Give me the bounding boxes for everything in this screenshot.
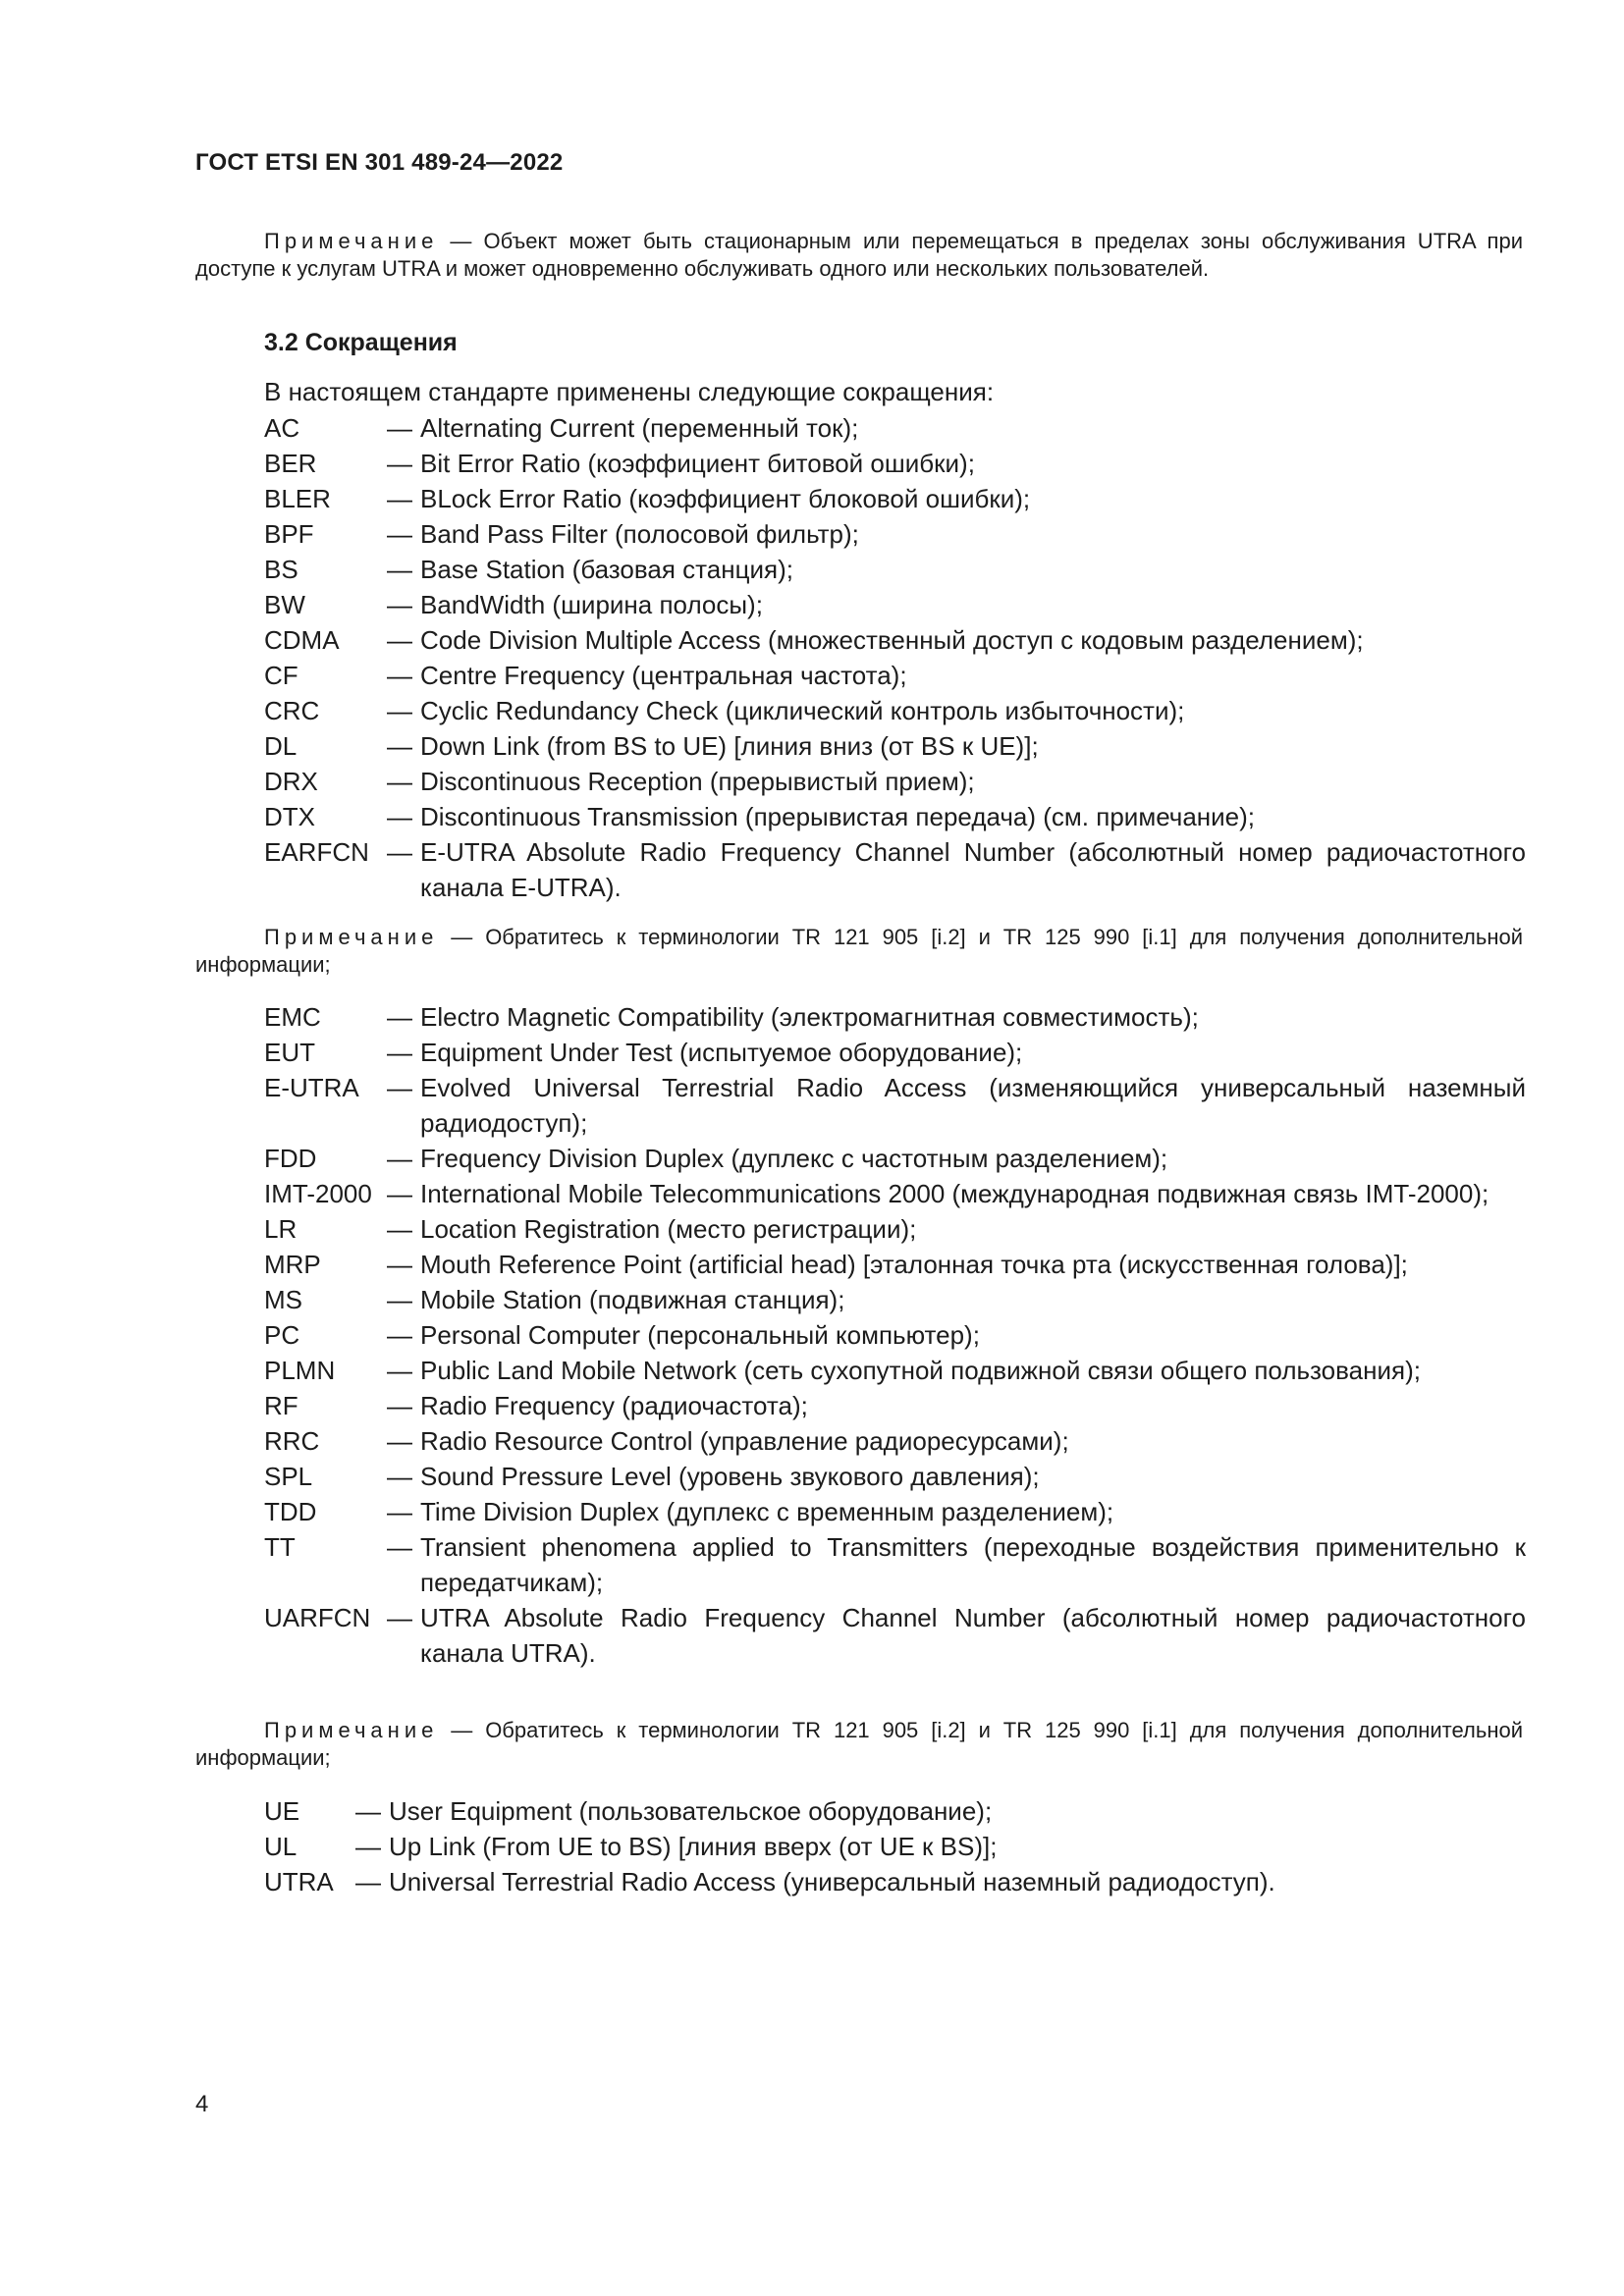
document-header: ГОСТ ETSI EN 301 489-24—2022: [195, 149, 564, 176]
abbreviation-term: RRC: [264, 1426, 320, 1456]
abbreviation-row: [264, 1529, 1526, 1600]
abbreviation-row: [264, 1864, 1526, 1899]
abbreviation-row: [264, 1829, 1526, 1864]
abbreviation-term: UTRA: [264, 1867, 334, 1896]
abbreviation-definition: BandWidth (ширина полосы);: [420, 590, 763, 619]
abbreviation-dash: —: [387, 1603, 412, 1632]
abbreviation-row: [264, 1353, 1526, 1388]
abbreviation-definition: Bit Error Ratio (коэффициент битовой ошибки);: [420, 449, 975, 478]
abbreviation-dash: —: [387, 519, 412, 549]
abbreviation-term: LR: [264, 1214, 298, 1244]
note-text: Обратитесь к терминологии TR 121 905 [i.2] и TR 125 990 [i.1] для получения дополнительной информации;: [195, 925, 1523, 977]
abbreviation-row: [264, 1211, 1526, 1247]
abbreviation-list-3: [264, 1793, 1526, 1899]
abbreviation-term: CRC: [264, 696, 320, 725]
abbreviation-dash: —: [387, 625, 412, 655]
abbreviation-dash: —: [387, 1320, 412, 1350]
abbreviation-term: BS: [264, 555, 298, 584]
abbreviation-term: EUT: [264, 1038, 315, 1067]
abbreviation-dash: —: [387, 802, 412, 831]
abbreviation-definition: Location Registration (место регистрации);: [420, 1214, 917, 1244]
section-title: 3.2 Сокращения: [264, 329, 458, 356]
abbreviation-term: UARFCN: [264, 1603, 371, 1632]
abbreviation-definition: Base Station (базовая станция);: [420, 555, 793, 584]
abbreviation-term: RF: [264, 1391, 298, 1420]
abbreviation-term: EMC: [264, 1002, 321, 1032]
abbreviation-row: [264, 1494, 1526, 1529]
abbreviation-term: CF: [264, 661, 298, 690]
abbreviation-definition: Transient phenomena applied to Transmitters (переходные воздействия применительно к передатчикам);: [420, 1532, 1526, 1597]
abbreviation-term: SPL: [264, 1462, 313, 1491]
abbreviation-term: MS: [264, 1285, 302, 1314]
abbreviation-definition: E-UTRA Absolute Radio Frequency Channel Number (абсолютный номер радиочастотного канала E-UTRA).: [420, 837, 1526, 902]
abbreviation-definition: Mobile Station (подвижная станция);: [420, 1285, 845, 1314]
abbreviation-row: [264, 622, 1526, 658]
abbreviation-definition: International Mobile Telecommunications 2000 (международная подвижная связь IMT-2000);: [420, 1179, 1489, 1208]
abbreviation-dash: —: [387, 1356, 412, 1385]
abbreviation-dash: —: [355, 1832, 381, 1861]
abbreviation-definition: Frequency Division Duplex (дуплекс с частотным разделением);: [420, 1144, 1168, 1173]
abbreviation-term: UE: [264, 1796, 300, 1826]
abbreviation-term: AC: [264, 413, 300, 443]
note-text: Объект может быть стационарным или перемещаться в пределах зоны обслуживания UTRA при доступе к услугам UTRA и может одновременно обслуживать одного или нескольких пользователей.: [195, 229, 1523, 281]
abbreviation-dash: —: [387, 1250, 412, 1279]
abbreviation-dash: —: [387, 1462, 412, 1491]
abbreviation-definition: Evolved Universal Terrestrial Radio Access (изменяющийся универсальный наземный радиодоступ);: [420, 1073, 1526, 1138]
abbreviation-dash: —: [387, 1532, 412, 1562]
abbreviation-row: [264, 1141, 1526, 1176]
abbreviation-definition: Personal Computer (персональный компьютер);: [420, 1320, 980, 1350]
abbreviation-row: [264, 658, 1526, 693]
abbreviation-row: [264, 799, 1526, 834]
abbreviation-dash: —: [387, 1073, 412, 1102]
abbreviation-term: BER: [264, 449, 317, 478]
abbreviation-term: BPF: [264, 519, 314, 549]
abbreviation-definition: Electro Magnetic Compatibility (электромагнитная совместимость);: [420, 1002, 1199, 1032]
abbreviation-row: [264, 693, 1526, 728]
abbreviation-term: DL: [264, 731, 298, 761]
abbreviation-term: PLMN: [264, 1356, 336, 1385]
abbreviation-definition: User Equipment (пользовательское оборудование);: [389, 1796, 993, 1826]
abbreviation-dash: —: [387, 731, 412, 761]
note-terminology-2: [195, 1717, 1523, 1772]
note-dash: —: [438, 229, 484, 253]
abbreviation-row: [264, 764, 1526, 799]
abbreviation-row: [264, 999, 1526, 1035]
abbreviation-term: BLER: [264, 484, 331, 513]
abbreviation-dash: —: [387, 1497, 412, 1526]
page-number: 4: [195, 2091, 209, 2117]
abbreviation-definition: Centre Frequency (центральная частота);: [420, 661, 907, 690]
abbreviation-row: [264, 1459, 1526, 1494]
abbreviation-row: [264, 410, 1526, 446]
abbreviation-dash: —: [387, 484, 412, 513]
abbreviation-dash: —: [387, 590, 412, 619]
abbreviation-dash: —: [387, 1144, 412, 1173]
abbreviation-definition: Sound Pressure Level (уровень звукового давления);: [420, 1462, 1040, 1491]
abbreviation-row: [264, 728, 1526, 764]
abbreviation-definition: Mouth Reference Point (artificial head) [эталонная точка рта (искусственная голова)];: [420, 1250, 1408, 1279]
abbreviation-dash: —: [387, 555, 412, 584]
abbreviation-term: EARFCN: [264, 837, 369, 867]
abbreviation-term: MRP: [264, 1250, 321, 1279]
note-label: Примечание: [264, 1718, 439, 1742]
abbreviation-row: [264, 481, 1526, 516]
abbreviation-dash: —: [355, 1867, 381, 1896]
abbreviation-dash: —: [355, 1796, 381, 1826]
abbreviation-row: [264, 552, 1526, 587]
abbreviation-dash: —: [387, 449, 412, 478]
abbreviation-dash: —: [387, 1038, 412, 1067]
abbreviation-term: FDD: [264, 1144, 317, 1173]
note-object-definition: [195, 228, 1523, 283]
abbreviation-definition: Universal Terrestrial Radio Access (универсальный наземный радиодоступ).: [389, 1867, 1275, 1896]
abbreviation-row: [264, 834, 1526, 905]
note-dash: —: [438, 1718, 486, 1742]
abbreviation-term: TDD: [264, 1497, 317, 1526]
abbreviation-term: TT: [264, 1532, 296, 1562]
abbreviation-row: [264, 1423, 1526, 1459]
abbreviation-dash: —: [387, 1002, 412, 1032]
abbreviation-definition: Code Division Multiple Access (множественный доступ с кодовым разделением);: [420, 625, 1364, 655]
abbreviation-dash: —: [387, 837, 412, 867]
abbreviation-definition: Cyclic Redundancy Check (циклический контроль избыточности);: [420, 696, 1185, 725]
abbreviation-row: [264, 446, 1526, 481]
note-label: Примечание: [264, 925, 439, 949]
abbreviation-row: [264, 1035, 1526, 1070]
abbreviation-row: [264, 1793, 1526, 1829]
abbreviation-term: DRX: [264, 767, 318, 796]
abbreviation-row: [264, 1600, 1526, 1671]
abbreviation-definition: BLock Error Ratio (коэффициент блоковой ошибки);: [420, 484, 1031, 513]
abbreviation-list-2: [264, 999, 1526, 1671]
abbreviation-definition: Up Link (From UE to BS) [линия вверх (от UE к BS)];: [389, 1832, 998, 1861]
abbreviation-row: [264, 587, 1526, 622]
abbreviation-row: [264, 1176, 1526, 1211]
abbreviation-definition: Down Link (from BS to UE) [линия вниз (от BS к UE)];: [420, 731, 1039, 761]
abbreviation-list-1: [264, 410, 1526, 905]
note-text: Обратитесь к терминологии TR 121 905 [i.2] и TR 125 990 [i.1] для получения дополнительной информации;: [195, 1718, 1523, 1770]
abbreviation-dash: —: [387, 767, 412, 796]
abbreviation-dash: —: [387, 1426, 412, 1456]
abbreviation-definition: Discontinuous Transmission (прерывистая передача) (см. примечание);: [420, 802, 1256, 831]
abbreviation-definition: UTRA Absolute Radio Frequency Channel Number (абсолютный номер радиочастотного канала UTRA).: [420, 1603, 1526, 1668]
abbreviation-dash: —: [387, 1214, 412, 1244]
note-label: Примечание: [264, 229, 439, 253]
abbreviation-definition: Public Land Mobile Network (сеть сухопутной подвижной связи общего пользования);: [420, 1356, 1421, 1385]
abbreviation-dash: —: [387, 696, 412, 725]
abbreviation-term: DTX: [264, 802, 315, 831]
note-dash: —: [438, 925, 486, 949]
abbreviation-term: E-UTRA: [264, 1073, 359, 1102]
abbreviation-dash: —: [387, 413, 412, 443]
abbreviation-definition: Radio Frequency (радиочастота);: [420, 1391, 808, 1420]
abbreviation-row: [264, 1388, 1526, 1423]
abbreviation-dash: —: [387, 661, 412, 690]
abbreviation-dash: —: [387, 1391, 412, 1420]
abbreviation-term: IMT-2000: [264, 1179, 372, 1208]
abbreviation-row: [264, 1317, 1526, 1353]
abbreviation-term: UL: [264, 1832, 298, 1861]
abbreviation-row: [264, 1247, 1526, 1282]
abbreviation-definition: Time Division Duplex (дуплекс с временным разделением);: [420, 1497, 1114, 1526]
abbreviation-dash: —: [387, 1285, 412, 1314]
abbreviation-row: [264, 1282, 1526, 1317]
abbreviation-term: PC: [264, 1320, 300, 1350]
abbreviation-definition: Equipment Under Test (испытуемое оборудование);: [420, 1038, 1023, 1067]
abbreviation-definition: Radio Resource Control (управление радиоресурсами);: [420, 1426, 1069, 1456]
abbreviation-row: [264, 1070, 1526, 1141]
abbreviation-definition: Alternating Current (переменный ток);: [420, 413, 859, 443]
abbreviation-row: [264, 516, 1526, 552]
abbreviation-term: BW: [264, 590, 305, 619]
abbreviation-definition: Discontinuous Reception (прерывистый прием);: [420, 767, 975, 796]
abbreviation-term: CDMA: [264, 625, 340, 655]
section-intro: В настоящем стандарте применены следующие сокращения:: [264, 377, 995, 406]
note-terminology-1: [195, 924, 1523, 979]
abbreviation-definition: Band Pass Filter (полосовой фильтр);: [420, 519, 859, 549]
abbreviation-dash: —: [387, 1179, 412, 1208]
